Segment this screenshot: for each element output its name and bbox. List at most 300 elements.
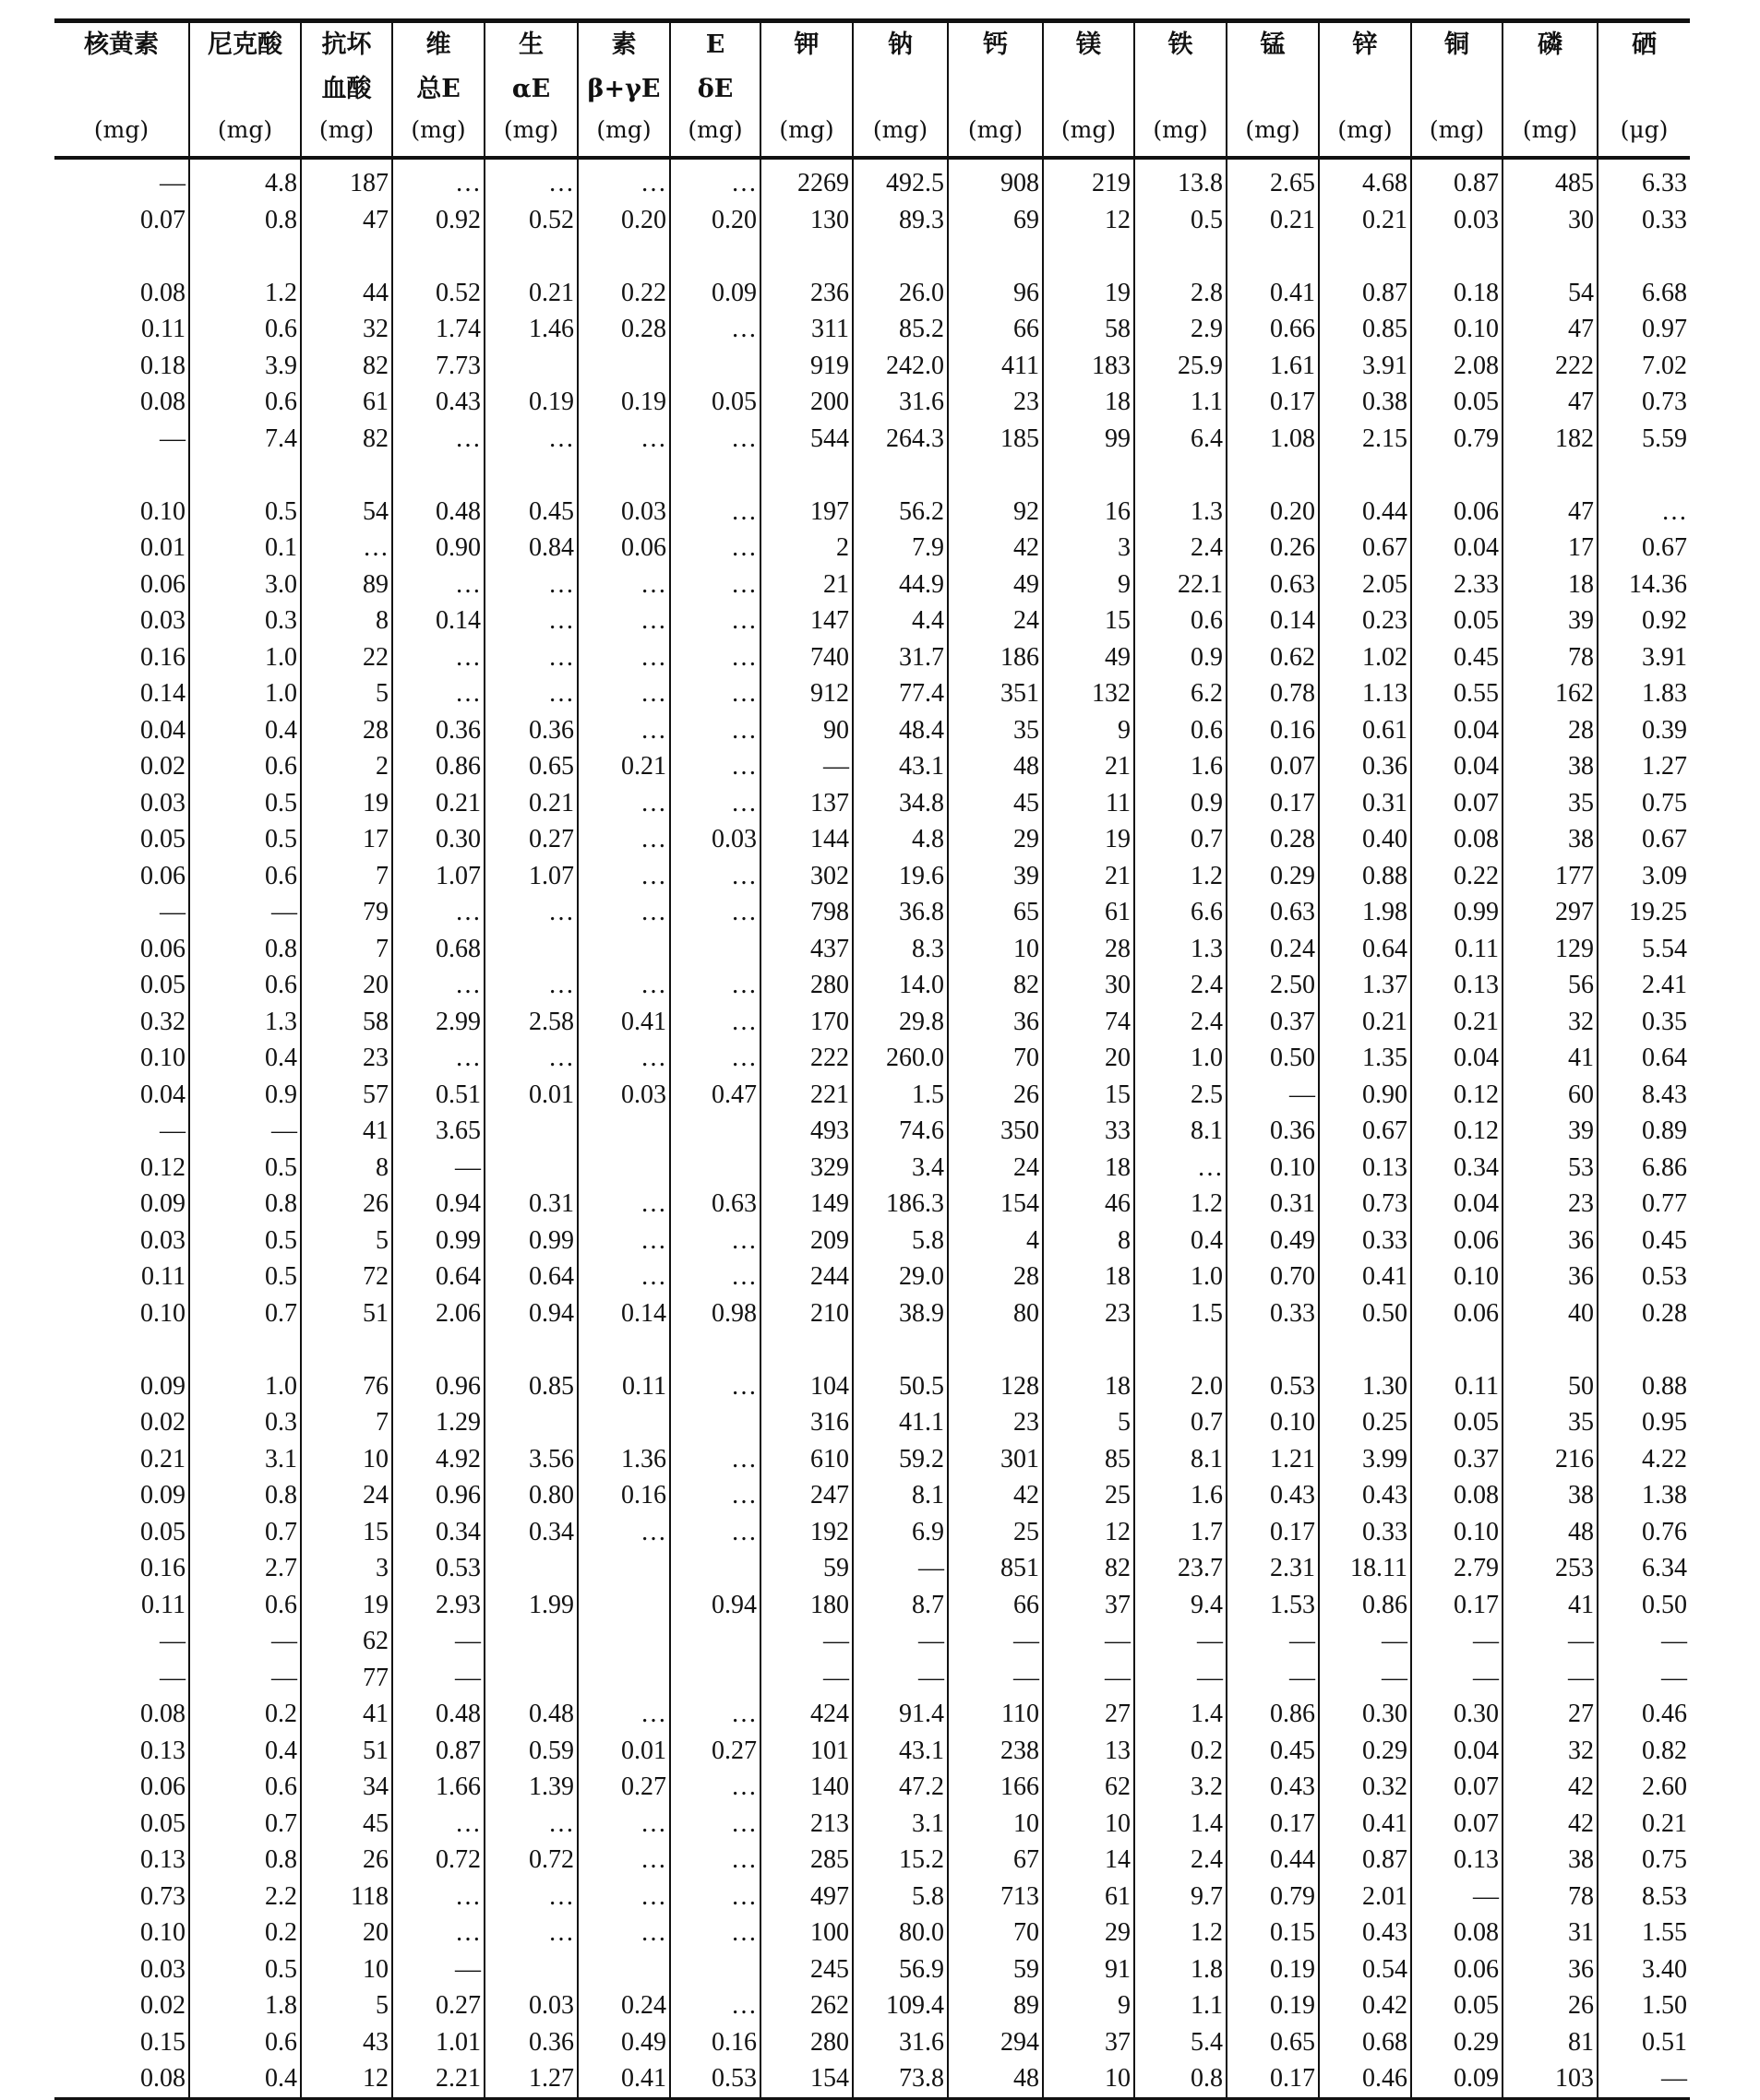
table-cell: 1.0 [189, 639, 301, 676]
table-cell: 1.07 [392, 858, 485, 895]
table-cell: 59 [760, 1550, 853, 1587]
table-cell: 0.03 [670, 821, 760, 858]
table-cell: 72 [301, 1259, 392, 1295]
table-row [54, 931, 1690, 968]
table-cell: 302 [760, 858, 853, 895]
table-cell: 66 [948, 1587, 1043, 1624]
table-cell: 47.2 [853, 1769, 948, 1806]
table-cell [670, 348, 760, 385]
table-cell: 0.61 [1319, 712, 1411, 749]
table-cell: … [578, 675, 670, 712]
spacer-cell [948, 457, 1043, 494]
table-cell: 74.6 [853, 1113, 948, 1150]
table-cell: 0.92 [1598, 603, 1690, 639]
table-cell: 38 [1503, 821, 1598, 858]
table-cell: 0.08 [1411, 821, 1503, 858]
table-cell: 0.06 [1411, 1951, 1503, 1988]
table-cell: 42 [1503, 1806, 1598, 1843]
table-cell: 0.8 [1134, 2060, 1227, 2098]
table-cell: 0.30 [1319, 1696, 1411, 1733]
table-cell: 30 [1043, 967, 1134, 1004]
table-cell: … [578, 567, 670, 603]
table-cell: 20 [1043, 1040, 1134, 1077]
table-cell: 7.4 [189, 421, 301, 458]
table-cell: 18 [1043, 1150, 1134, 1187]
table-row [54, 1441, 1690, 1478]
table-cell: 0.79 [1411, 421, 1503, 458]
table-cell: 44 [301, 275, 392, 312]
table-cell: 85.2 [853, 311, 948, 348]
table-cell: 5.8 [853, 1879, 948, 1915]
table-cell: … [485, 639, 578, 676]
table-cell: 62 [301, 1623, 392, 1660]
table-cell: 0.34 [485, 1514, 578, 1551]
table-cell: — [1598, 1660, 1690, 1697]
header-row-units [54, 112, 1690, 158]
table-cell: 0.05 [140, 1517, 186, 1546]
table-cell: 19.6 [853, 858, 948, 895]
table-cell: … [578, 1223, 670, 1259]
table-cell: 0.65 [485, 748, 578, 785]
table-row [54, 675, 1690, 712]
table-row [54, 639, 1690, 676]
spacer-cell [853, 1331, 948, 1368]
table-cell: 0.06 [140, 569, 186, 599]
table-cell: 47 [1503, 384, 1598, 421]
table-cell: 2.0 [1134, 1368, 1227, 1405]
table-cell: 1.30 [1319, 1368, 1411, 1405]
table-cell: 47 [1503, 311, 1598, 348]
table-cell: 0.04 [140, 715, 186, 745]
table-cell: 0.99 [485, 1223, 578, 1259]
table-cell: 39 [1503, 1113, 1598, 1150]
table-cell: 0.03 [140, 606, 186, 635]
headers-row2-cell [1319, 67, 1411, 112]
table-cell: 42 [948, 1477, 1043, 1514]
table-cell [485, 348, 578, 385]
table-cell: 0.27 [578, 1769, 670, 1806]
table-cell: 0.16 [578, 1477, 670, 1514]
table-row [54, 1186, 1690, 1223]
table-cell: 0.02 [140, 752, 186, 781]
units-cell: (mg) [189, 112, 301, 158]
headers-row2-cell [1503, 67, 1598, 112]
table-cell: 2.7 [189, 1550, 301, 1587]
table-cell: 0.07 [1411, 785, 1503, 822]
table-cell: 45 [948, 785, 1043, 822]
table-cell: — [189, 1113, 301, 1150]
table-cell: — [1043, 1623, 1134, 1660]
table-cell: … [578, 967, 670, 1004]
table-cell: 1.74 [392, 311, 485, 348]
table-cell: … [392, 639, 485, 676]
table-cell: 5.4 [1134, 2024, 1227, 2061]
table-cell: 0.7 [189, 1514, 301, 1551]
table-cell: — [948, 1660, 1043, 1697]
table-cell: 0.03 [140, 1954, 186, 1984]
table-cell: 280 [760, 967, 853, 1004]
table-cell: 0.11 [141, 1262, 186, 1291]
table-cell: 200 [760, 384, 853, 421]
table-cell: 0.5 [189, 1223, 301, 1259]
table-cell: 0.38 [1319, 384, 1411, 421]
table-cell: 6.68 [1598, 275, 1690, 312]
spacer-row [54, 238, 1690, 275]
units-cell: (mg) [670, 112, 760, 158]
table-cell: 0.52 [485, 202, 578, 239]
table-cell: 34.8 [853, 785, 948, 822]
table-cell: 0.28 [578, 311, 670, 348]
table-cell: 31.6 [853, 384, 948, 421]
table-cell: 0.6 [189, 858, 301, 895]
table-row [54, 1806, 1690, 1843]
table-cell [485, 1150, 578, 1187]
table-cell: 82 [1043, 1550, 1134, 1587]
table-cell: 15.2 [853, 1842, 948, 1879]
table-cell [578, 1951, 670, 1988]
table-cell: 0.3 [189, 1404, 301, 1441]
table-cell: 0.6 [189, 2024, 301, 2061]
table-cell: 170 [760, 1004, 853, 1041]
spacer-cell [485, 457, 578, 494]
table-cell: 1.3 [189, 1004, 301, 1041]
table-row [54, 202, 1690, 239]
table-cell: 2.9 [1134, 311, 1227, 348]
table-cell: 82 [948, 967, 1043, 1004]
table-cell: 0.12 [1411, 1113, 1503, 1150]
table-cell: 0.05 [1411, 1404, 1503, 1441]
table-cell: 147 [760, 603, 853, 639]
table-cell: 69 [948, 202, 1043, 239]
table-cell: 29.8 [853, 1004, 948, 1041]
table-row [54, 894, 1690, 931]
headers-row2-cell [1227, 67, 1319, 112]
spacer-row [54, 1331, 1690, 1368]
table-cell: 0.40 [1319, 821, 1411, 858]
table-cell: 43 [301, 2024, 392, 2061]
table-cell: 7 [301, 858, 392, 895]
table-cell: 9 [1043, 712, 1134, 749]
spacer-cell [1043, 457, 1134, 494]
headers-row2-cell [1134, 67, 1227, 112]
table-cell: 3.65 [392, 1113, 485, 1150]
table-cell: 0.11 [1411, 931, 1503, 968]
table-cell: 45 [301, 1806, 392, 1843]
table-cell: 0.45 [1411, 639, 1503, 676]
spacer-cell [1134, 238, 1227, 275]
table-cell: 183 [1043, 348, 1134, 385]
units-cell: (mg) [54, 112, 189, 158]
table-row [54, 1951, 1690, 1988]
table-cell [578, 348, 670, 385]
table-cell: 0.03 [140, 788, 186, 817]
table-cell: 70 [948, 1040, 1043, 1077]
table-cell: 0.04 [1411, 530, 1503, 567]
table-cell: 0.32 [1319, 1769, 1411, 1806]
table-cell [670, 1951, 760, 1988]
table-cell: 0.08 [140, 1700, 186, 1728]
table-cell: 0.11 [578, 1368, 670, 1405]
table-cell: 1.5 [1134, 1295, 1227, 1332]
table-cell: 2 [301, 748, 392, 785]
table-cell: 280 [760, 2024, 853, 2061]
table-cell: — [1411, 1660, 1503, 1697]
table-cell: 12 [1043, 1514, 1134, 1551]
table-cell: 908 [948, 158, 1043, 202]
spacer-cell [1598, 238, 1690, 275]
table-cell: 0.73 [1319, 1186, 1411, 1223]
table-cell: 0.45 [485, 494, 578, 531]
table-cell: 0.11 [141, 315, 186, 343]
table-row [54, 1223, 1690, 1259]
table-cell [578, 1150, 670, 1187]
table-cell: 0.9 [189, 1077, 301, 1114]
table-cell: 0.13 [1411, 1842, 1503, 1879]
spacer-cell [189, 238, 301, 275]
table-cell: 21 [760, 567, 853, 603]
table-cell: 0.43 [1227, 1769, 1319, 1806]
table-cell: 0.79 [1227, 1879, 1319, 1915]
headers-row2-cell [1411, 67, 1503, 112]
table-cell: 2.60 [1598, 1769, 1690, 1806]
table-cell: 2.15 [1319, 421, 1411, 458]
table-cell: 0.36 [392, 712, 485, 749]
table-cell: 544 [760, 421, 853, 458]
table-cell: 1.27 [1598, 748, 1690, 785]
table-cell: 66 [948, 311, 1043, 348]
table-cell: 14 [1043, 1842, 1134, 1879]
table-cell [670, 1550, 760, 1587]
table-cell: 0.53 [1598, 1259, 1690, 1295]
table-cell: 0.27 [485, 821, 578, 858]
table-cell: 209 [760, 1223, 853, 1259]
table-cell: 61 [1043, 894, 1134, 931]
table-row [54, 1040, 1690, 1077]
table-cell: 36 [948, 1004, 1043, 1041]
table-cell: … [670, 1806, 760, 1843]
table-cell: 73.8 [853, 2060, 948, 2098]
headers-row1-cell: 核黄素 [54, 21, 189, 68]
table-cell: 0.14 [1227, 603, 1319, 639]
table-row [54, 421, 1690, 458]
table-cell: 0.68 [392, 931, 485, 968]
table-cell: 0.06 [140, 934, 186, 963]
table-row [54, 1077, 1690, 1114]
table-cell: 0.87 [1411, 158, 1503, 202]
table-cell: 4 [948, 1223, 1043, 1259]
table-cell: 0.07 [1227, 748, 1319, 785]
spacer-cell [670, 1331, 760, 1368]
table-cell [578, 931, 670, 968]
table-cell: 260.0 [853, 1040, 948, 1077]
table-cell: 1.0 [189, 1368, 301, 1405]
table-row [54, 712, 1690, 749]
table-cell: 0.54 [1319, 1951, 1411, 1988]
headers-row1-cell: 素 [578, 21, 670, 68]
table-cell: 4.8 [189, 158, 301, 202]
table-cell: 0.12 [1411, 1077, 1503, 1114]
table-cell [578, 1623, 670, 1660]
table-cell: 0.09 [1411, 2060, 1503, 2098]
table-cell: 0.7 [1134, 821, 1227, 858]
table-cell: 2.99 [392, 1004, 485, 1041]
table-cell: 0.86 [1319, 1587, 1411, 1624]
table-cell: … [578, 1040, 670, 1077]
table-cell: 0.04 [140, 1080, 186, 1109]
spacer-cell [760, 457, 853, 494]
table-cell: 0.08 [140, 388, 186, 416]
table-cell: 222 [1503, 348, 1598, 385]
table-cell: … [485, 158, 578, 202]
table-cell: 0.8 [189, 1842, 301, 1879]
table-cell: 27 [1043, 1696, 1134, 1733]
table-cell: 15 [1043, 603, 1134, 639]
headers-row1-cell: 铜 [1411, 21, 1503, 68]
table-cell: 182 [1503, 421, 1598, 458]
table-cell: 5.59 [1598, 421, 1690, 458]
table-cell: 5 [301, 675, 392, 712]
units-cell: (mg) [1043, 112, 1134, 158]
table-cell: 0.05 [1411, 1987, 1503, 2024]
table-cell: 0.67 [1319, 1113, 1411, 1150]
table-cell: 1.13 [1319, 675, 1411, 712]
table-cell: 0.65 [1227, 2024, 1319, 2061]
table-cell: 59 [948, 1951, 1043, 1988]
table-cell: 2.31 [1227, 1550, 1319, 1587]
headers-row2-cell [1043, 67, 1134, 112]
table-cell: 0.19 [1227, 1951, 1319, 1988]
table-cell: … [670, 1514, 760, 1551]
table-cell: 0.01 [485, 1077, 578, 1114]
table-cell: 3 [301, 1550, 392, 1587]
table-cell: 3.91 [1319, 348, 1411, 385]
table-cell [670, 1113, 760, 1150]
table-cell: 92 [948, 494, 1043, 531]
table-cell: 0.27 [392, 1987, 485, 2024]
table-cell: 0.31 [485, 1186, 578, 1223]
table-cell: 329 [760, 1150, 853, 1187]
table-cell: 185 [948, 421, 1043, 458]
table-cell: 53 [1503, 1150, 1598, 1187]
table-cell: 177 [1503, 858, 1598, 895]
table-cell: 0.16 [140, 1554, 186, 1582]
table-cell: 54 [301, 494, 392, 531]
table-cell: 38 [1503, 1842, 1598, 1879]
table-cell: 0.59 [485, 1733, 578, 1770]
table-cell: 32 [1503, 1733, 1598, 1770]
table-cell: — [160, 424, 186, 453]
table-cell: 0.08 [1411, 1477, 1503, 1514]
table-cell: 0.88 [1598, 1368, 1690, 1405]
table-row [54, 1550, 1690, 1587]
table-cell: … [670, 1915, 760, 1951]
table-row [54, 1879, 1690, 1915]
table-cell: 0.09 [140, 1371, 186, 1401]
table-cell: 18 [1043, 1368, 1134, 1405]
table-cell: 81 [1503, 2024, 1598, 2061]
table-cell: 8 [301, 603, 392, 639]
table-cell: 0.14 [392, 603, 485, 639]
table-row [54, 1733, 1690, 1770]
table-cell: 79 [301, 894, 392, 931]
table-cell: … [670, 894, 760, 931]
table-cell: 7 [301, 931, 392, 968]
table-cell: … [578, 1514, 670, 1551]
headers-row1-cell: 钙 [948, 21, 1043, 68]
table-cell: 0.2 [189, 1915, 301, 1951]
table-cell: 0.05 [1411, 603, 1503, 639]
table-cell: 31.6 [853, 2024, 948, 2061]
table-cell: … [670, 311, 760, 348]
headers-row1-cell: 抗坏 [301, 21, 392, 68]
table-cell: 0.10 [1227, 1404, 1319, 1441]
table-cell: 0.20 [670, 202, 760, 239]
table-cell: 0.5 [189, 1259, 301, 1295]
table-cell: … [578, 639, 670, 676]
table-cell: 0.21 [485, 275, 578, 312]
table-cell: … [670, 1223, 760, 1259]
table-cell: 2.08 [1411, 348, 1503, 385]
table-cell: 1.55 [1598, 1915, 1690, 1951]
table-cell: 46 [1043, 1186, 1134, 1223]
table-cell: 221 [760, 1077, 853, 1114]
table-cell: 3.56 [485, 1441, 578, 1478]
table-cell: 100 [760, 1915, 853, 1951]
headers-row2-cell: 血酸 [301, 67, 392, 112]
table-cell: 10 [1043, 2060, 1134, 2098]
table-cell: 149 [760, 1186, 853, 1223]
table-cell: 0.10 [140, 1298, 186, 1328]
table-cell: … [392, 967, 485, 1004]
table-cell: 0.66 [1227, 311, 1319, 348]
table-row [54, 2024, 1690, 2061]
table-cell: 0.07 [140, 205, 186, 234]
headers-row1-cell: 硒 [1598, 21, 1690, 68]
table-cell: 2.79 [1411, 1550, 1503, 1587]
table-cell: 0.25 [1319, 1404, 1411, 1441]
table-cell: 0.13 [140, 1845, 186, 1874]
table-cell: 12 [1043, 202, 1134, 239]
table-row [54, 1404, 1690, 1441]
table-row [54, 967, 1690, 1004]
spacer-cell [189, 457, 301, 494]
spacer-cell [948, 238, 1043, 275]
table-cell: 0.17 [1411, 1587, 1503, 1624]
table-cell: 137 [760, 785, 853, 822]
table-row [54, 1150, 1690, 1187]
table-cell: 0.64 [1598, 1040, 1690, 1077]
table-cell: 1.0 [189, 675, 301, 712]
table-cell: — [1134, 1660, 1227, 1697]
table-cell: 1.5 [853, 1077, 948, 1114]
table-cell: 37 [1043, 2024, 1134, 2061]
table-cell: 14.0 [853, 967, 948, 1004]
table-cell: — [160, 1627, 186, 1655]
table-cell: 33 [1043, 1113, 1134, 1150]
table-cell: 24 [948, 603, 1043, 639]
table-cell: 49 [1043, 639, 1134, 676]
table-cell: 0.24 [578, 1987, 670, 2024]
table-cell: 103 [1503, 2060, 1598, 2098]
table-cell: 78 [1503, 639, 1598, 676]
table-cell: — [1411, 1623, 1503, 1660]
table-cell: 56.2 [853, 494, 948, 531]
table-cell: 0.90 [1319, 1077, 1411, 1114]
table-cell: … [485, 567, 578, 603]
table-cell: 0.04 [1411, 1040, 1503, 1077]
table-cell: 186.3 [853, 1186, 948, 1223]
table-cell: 39 [1503, 603, 1598, 639]
